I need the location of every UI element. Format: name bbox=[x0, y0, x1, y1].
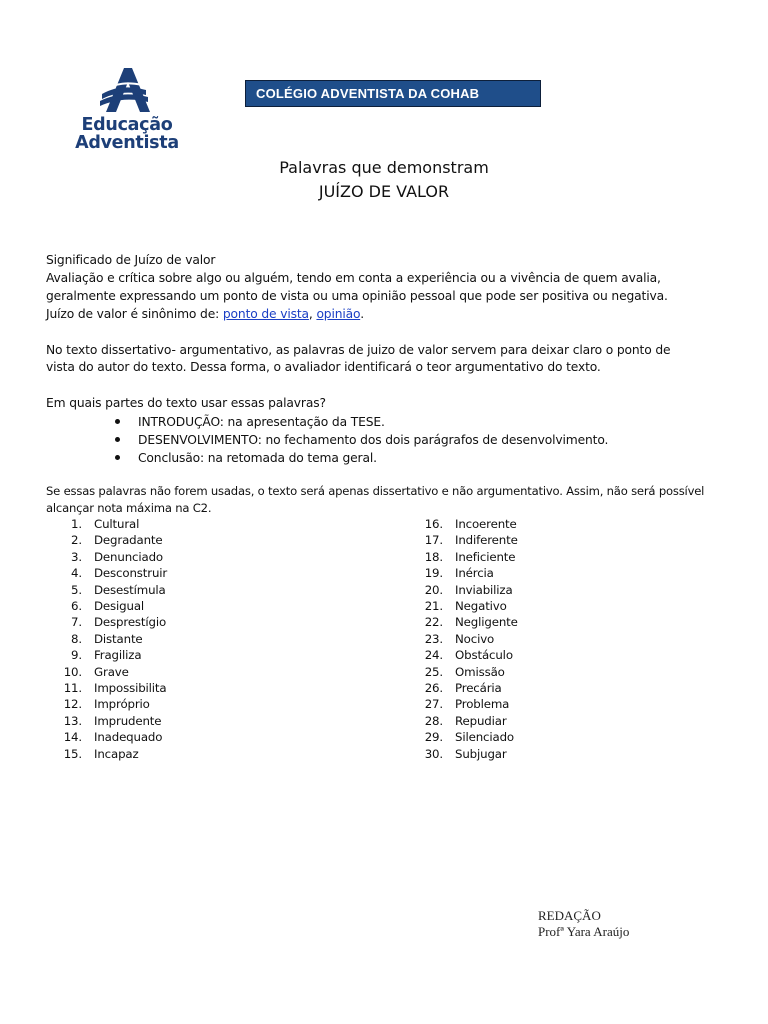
logo-text-line1: Educação bbox=[81, 115, 173, 135]
word-number: 10. bbox=[63, 664, 82, 679]
word-number: 20. bbox=[424, 582, 443, 597]
word-text: Desestímula bbox=[94, 582, 166, 597]
word-list-item bbox=[58, 664, 167, 680]
word-list-item bbox=[58, 647, 167, 663]
definition-heading: Significado de Juízo de valor bbox=[46, 253, 216, 267]
word-list-item bbox=[419, 532, 518, 548]
word-number: 18. bbox=[424, 549, 443, 564]
word-text: Desigual bbox=[94, 599, 145, 614]
word-text: Inércia bbox=[455, 566, 494, 581]
word-text: Distante bbox=[94, 631, 143, 646]
word-number: 8. bbox=[71, 631, 82, 646]
word-number: 30. bbox=[424, 746, 443, 761]
word-text: Precária bbox=[455, 681, 502, 696]
word-list-item bbox=[419, 598, 518, 614]
logo-text-line2: Adventista bbox=[75, 133, 179, 153]
word-number: 22. bbox=[424, 615, 443, 630]
word-number: 25. bbox=[424, 664, 443, 679]
word-text: Obstáculo bbox=[455, 648, 513, 663]
word-list-item bbox=[58, 746, 167, 762]
word-number: 27. bbox=[424, 697, 443, 712]
word-text: Impróprio bbox=[94, 697, 150, 712]
word-number: 13. bbox=[63, 713, 82, 728]
logo bbox=[62, 68, 192, 158]
paragraph2-line2: vista do autor do texto. Dessa forma, o avaliador identificará o teor argumentativo do texto. bbox=[46, 360, 601, 374]
word-text: Negativo bbox=[455, 599, 507, 614]
word-text: Impossibilita bbox=[94, 681, 167, 696]
word-number: 19. bbox=[424, 566, 443, 581]
word-number: 21. bbox=[424, 599, 443, 614]
word-text: Incoerente bbox=[455, 517, 517, 531]
bullet-dot-icon bbox=[115, 437, 120, 442]
word-text: Inviabiliza bbox=[455, 582, 513, 597]
word-text: Repudiar bbox=[455, 713, 507, 728]
word-text: Denunciado bbox=[94, 549, 163, 564]
word-text: Ineficiente bbox=[455, 549, 516, 564]
word-list-item bbox=[419, 582, 518, 598]
word-text: Inadequado bbox=[94, 730, 163, 745]
word-list-item bbox=[419, 614, 518, 630]
synonym-line bbox=[46, 306, 364, 323]
word-list-item bbox=[419, 746, 518, 762]
word-number: 28. bbox=[424, 713, 443, 728]
word-number: 1. bbox=[71, 517, 82, 531]
word-list-item bbox=[419, 647, 518, 663]
word-list-right bbox=[419, 516, 518, 762]
word-list-item bbox=[58, 549, 167, 565]
word-text: Omissão bbox=[455, 664, 505, 679]
word-list-item bbox=[58, 729, 167, 745]
word-text: Desconstruir bbox=[94, 566, 168, 581]
word-number: 26. bbox=[424, 681, 443, 696]
word-list-item bbox=[58, 713, 167, 729]
word-number: 12. bbox=[63, 697, 82, 712]
word-number: 6. bbox=[71, 599, 82, 614]
question-text: Em quais partes do texto usar essas palavras? bbox=[46, 396, 326, 410]
signature-subject: REDAÇÃO bbox=[538, 908, 601, 923]
word-list-item bbox=[58, 631, 167, 647]
word-list-item bbox=[419, 713, 518, 729]
word-number: 4. bbox=[71, 566, 82, 581]
word-number: 11. bbox=[63, 681, 82, 696]
word-text: Desprestígio bbox=[94, 615, 167, 630]
word-text: Indiferente bbox=[455, 533, 518, 548]
word-list-item bbox=[419, 696, 518, 712]
word-list-item bbox=[58, 582, 167, 598]
synonym-link-ponto-de-vista[interactable]: ponto de vista bbox=[222, 307, 309, 321]
word-number: 7. bbox=[71, 615, 82, 630]
synonym-link-opiniao[interactable]: opinião bbox=[316, 307, 361, 321]
word-text: Negligente bbox=[455, 615, 518, 630]
word-list-item bbox=[58, 614, 167, 630]
adventist-logo-icon bbox=[98, 68, 150, 112]
word-text: Grave bbox=[94, 664, 129, 679]
word-list-item bbox=[419, 680, 518, 696]
word-number: 3. bbox=[71, 549, 82, 564]
definition-text-line1: Avaliação e crítica sobre algo ou alguém, tendo em conta a experiência ou a vivência de quem avalia, bbox=[46, 271, 661, 285]
word-number: 9. bbox=[71, 648, 82, 663]
school-name-banner: COLÉGIO ADVENTISTA DA COHAB bbox=[245, 80, 541, 107]
warning-line1: Se essas palavras não forem usadas, o texto será apenas dissertativo e não argumentativo. Assim, não será possível bbox=[46, 484, 705, 498]
word-list-item bbox=[419, 664, 518, 680]
paragraph2-line1: No texto dissertativo- argumentativo, as palavras de juizo de valor servem para deixar claro o ponto de bbox=[46, 343, 671, 357]
bullet-item: DESENVOLVIMENTO: no fechamento dos dois parágrafos de desenvolvimento. bbox=[112, 431, 608, 449]
word-number: 15. bbox=[63, 746, 82, 761]
word-number: 23. bbox=[424, 631, 443, 646]
word-list-item bbox=[419, 631, 518, 647]
word-list-item bbox=[58, 516, 167, 532]
synonym-separator: , bbox=[308, 307, 317, 321]
word-text: Silenciado bbox=[455, 730, 514, 745]
definition-text-line2: geralmente expressando um ponto de vista ou uma opinião pessoal que pode ser positiva ou negativa. bbox=[46, 289, 668, 303]
word-list-item bbox=[58, 565, 167, 581]
bullet-item: INTRODUÇÃO: na apresentação da TESE. bbox=[112, 413, 608, 431]
word-number: 16. bbox=[424, 517, 443, 531]
page-title-line1: Palavras que demonstram bbox=[279, 158, 489, 177]
page-title-line2: JUÍZO DE VALOR bbox=[318, 182, 450, 201]
bullet-item: Conclusão: na retomada do tema geral. bbox=[112, 449, 608, 467]
word-text: Imprudente bbox=[94, 713, 162, 728]
word-text: Nocivo bbox=[455, 631, 495, 646]
usage-bullet-list bbox=[112, 413, 608, 467]
bullet-dot-icon bbox=[115, 419, 120, 424]
word-list-item bbox=[58, 696, 167, 712]
word-text: Cultural bbox=[94, 517, 140, 531]
word-number: 5. bbox=[71, 582, 82, 597]
bullet-dot-icon bbox=[115, 455, 120, 460]
word-text: Degradante bbox=[94, 533, 163, 548]
word-list-item bbox=[419, 565, 518, 581]
word-list-left bbox=[58, 516, 167, 762]
word-list-item bbox=[419, 549, 518, 565]
word-number: 24. bbox=[424, 648, 443, 663]
word-text: Fragiliza bbox=[94, 648, 142, 663]
warning-line2: alcançar nota máxima na C2. bbox=[46, 501, 212, 515]
word-text: Incapaz bbox=[94, 746, 139, 761]
word-list-item bbox=[58, 598, 167, 614]
word-list-item bbox=[419, 516, 518, 532]
synonym-prefix: Juízo de valor é sinônimo de: bbox=[46, 307, 223, 321]
word-number: 2. bbox=[71, 533, 82, 548]
word-number: 14. bbox=[63, 730, 82, 745]
word-number: 17. bbox=[424, 533, 443, 548]
word-list-item bbox=[58, 532, 167, 548]
word-number: 29. bbox=[424, 730, 443, 745]
word-list-item bbox=[419, 729, 518, 745]
word-text: Subjugar bbox=[455, 746, 507, 761]
signature-teacher: Profª Yara Araújo bbox=[538, 924, 630, 939]
synonym-end: . bbox=[360, 307, 364, 321]
word-text: Problema bbox=[455, 697, 510, 712]
word-list-item bbox=[58, 680, 167, 696]
